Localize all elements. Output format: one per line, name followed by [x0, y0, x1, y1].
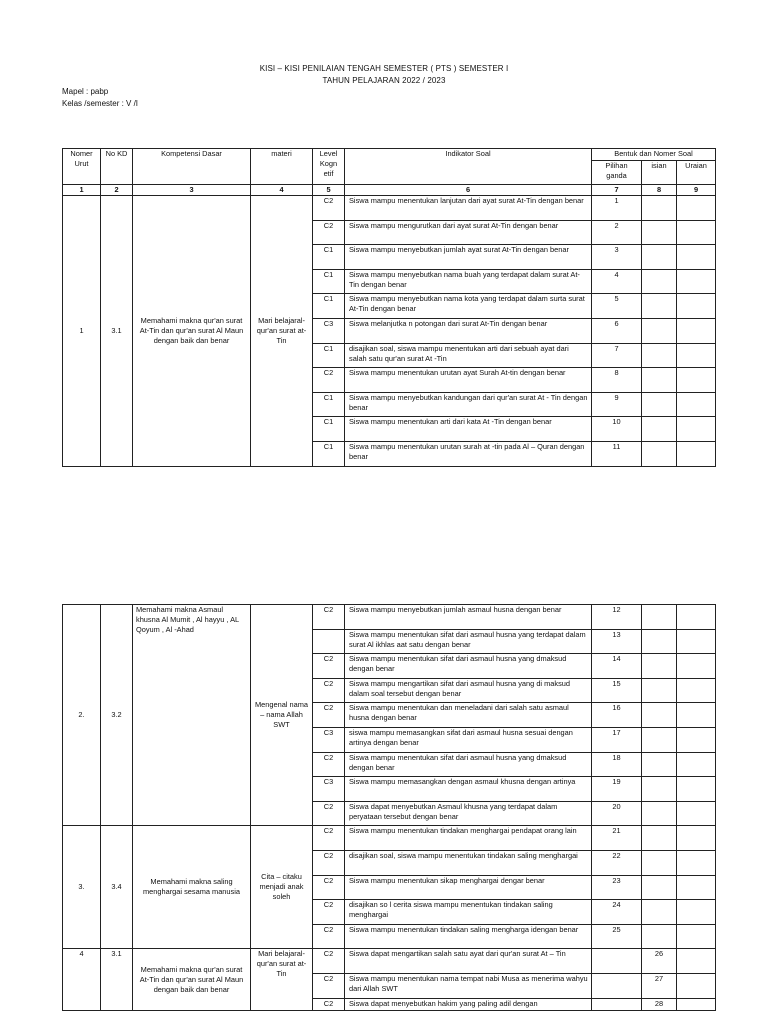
pilihan-ganda-no: 22 [592, 850, 642, 875]
uraian-no [677, 777, 716, 802]
pilihan-ganda-no: 4 [592, 269, 642, 294]
level-kognitif: C2 [313, 654, 345, 679]
indikator-soal: Siswa mampu menentukan arti dari kata At -Tin dengan benar [345, 417, 592, 442]
pilihan-ganda-no: 6 [592, 318, 642, 343]
pilihan-ganda-no: 20 [592, 801, 642, 826]
uraian-no [677, 826, 716, 851]
level-kognitif: C2 [313, 703, 345, 728]
doc-title: KISI – KISI PENILAIAN TENGAH SEMESTER ( PTS ) SEMESTER I [259, 64, 509, 73]
column-number-row [63, 185, 716, 196]
hdr-indikator: Indikator Soal [345, 149, 592, 185]
level-kognitif: C2 [313, 605, 345, 630]
pilihan-ganda-no: 2 [592, 220, 642, 245]
isian-no [642, 801, 677, 826]
kd-number: 3.2 [101, 605, 133, 826]
level-kognitif: C2 [313, 678, 345, 703]
isian-no: 28 [642, 999, 677, 1011]
uraian-no [677, 318, 716, 343]
kd-number: 3.4 [101, 826, 133, 949]
isian-no [642, 196, 677, 221]
level-kognitif: C2 [313, 900, 345, 925]
col-number: 1 [63, 185, 101, 196]
pilihan-ganda-no: 16 [592, 703, 642, 728]
indikator-soal: disajikan soal, siswa mampu menentukan arti dari sebuah ayat dari salah satu qur'an surat At -Tin [345, 343, 592, 368]
level-kognitif: C1 [313, 392, 345, 417]
pilihan-ganda-no: 9 [592, 392, 642, 417]
indikator-soal: Siswa mampu menentukan sifat dari asmaul husna yang terdapat dalam surat Al ikhlas aat satu dengan benar [345, 629, 592, 654]
isian-no [642, 777, 677, 802]
pilihan-ganda-no: 1 [592, 196, 642, 221]
kompetensi-dasar: Memahami makna Asmaul khusna Al Mumit , Al hayyu , AL Qoyum , Al -Ahad [133, 605, 251, 826]
uraian-no [677, 392, 716, 417]
isian-no [642, 294, 677, 319]
indikator-soal: Siswa mampu menentukan sifat dari asmaul husna yang dmaksud dengan benar [345, 752, 592, 777]
pilihan-ganda-no: 7 [592, 343, 642, 368]
indikator-soal: Siswa melanjutka n potongan dari surat At-Tin dengan benar [345, 318, 592, 343]
isian-no [642, 875, 677, 900]
indikator-soal: Siswa dapat mengartikan salah satu ayat dari qur'an surat At – Tin [345, 949, 592, 974]
indikator-soal: Siswa mampu menyebutkan nama buah yang terdapat dalam surat At-Tin dengan benar [345, 269, 592, 294]
indikator-soal: Siswa mampu menentukan sikap menghargai dengar benar [345, 875, 592, 900]
uraian-no [677, 368, 716, 393]
hdr-nomor-urut: Nomer Urut [63, 149, 101, 185]
level-kognitif: C2 [313, 974, 345, 999]
pilihan-ganda-no [592, 999, 642, 1011]
col-number: 4 [251, 185, 313, 196]
isian-no [642, 727, 677, 752]
row-number: 1 [63, 196, 101, 467]
indikator-soal: Siswa dapat menyebutkan hakim yang paling adil dengan [345, 999, 592, 1011]
kompetensi-dasar: Memahami makna qur'an surat At-Tin dan qur'an surat Al Maun dengan baik dan benar [133, 949, 251, 1011]
isian-no [642, 417, 677, 442]
hdr-bentuk: Bentuk dan Nomer Soal [592, 149, 716, 161]
indikator-soal: Siswa mampu menentukan urutan surah at -tin pada Al – Quran dengan benar [345, 441, 592, 466]
uraian-no [677, 850, 716, 875]
uraian-no [677, 999, 716, 1011]
kisi-table-2 [62, 604, 716, 1011]
uraian-no [677, 441, 716, 466]
indikator-soal: Siswa mampu menentukan tindakan saling mengharga idengan benar [345, 924, 592, 949]
isian-no [642, 678, 677, 703]
pilihan-ganda-no: 10 [592, 417, 642, 442]
col-number: 6 [345, 185, 592, 196]
pilihan-ganda-no [592, 974, 642, 999]
indikator-soal: Siswa mampu menentukan urutan ayat Surah At-tin dengan benar [345, 368, 592, 393]
hdr-kompetensi: Kompetensi Dasar [133, 149, 251, 185]
pilihan-ganda-no: 14 [592, 654, 642, 679]
uraian-no [677, 924, 716, 949]
materi: Mari belajaral-qur'an surat at- Tin [251, 949, 313, 1011]
row-number: 2. [63, 605, 101, 826]
indikator-soal: Siswa mampu menyebutkan kandungan dari qur'an surat At - Tin dengan benar [345, 392, 592, 417]
isian-no [642, 850, 677, 875]
uraian-no [677, 196, 716, 221]
uraian-no [677, 703, 716, 728]
level-kognitif: C2 [313, 368, 345, 393]
isian-no [642, 654, 677, 679]
col-number: 3 [133, 185, 251, 196]
uraian-no [677, 654, 716, 679]
indikator-soal: Siswa mampu mengurutkan dari ayat surat At-Tin dengan benar [345, 220, 592, 245]
level-kognitif [313, 629, 345, 654]
doc-subtitle: TAHUN PELAJARAN 2022 / 2023 [322, 76, 446, 85]
pilihan-ganda-no: 11 [592, 441, 642, 466]
indikator-soal: Siswa mampu menyebutkan jumlah ayat surat At-Tin dengan benar [345, 245, 592, 270]
indikator-soal: Siswa mampu mengartikan sifat dari asmaul husna yang di maksud dalam soal tersebut dengan benar [345, 678, 592, 703]
level-kognitif: C2 [313, 196, 345, 221]
level-kognitif: C3 [313, 777, 345, 802]
level-kognitif: C2 [313, 826, 345, 851]
uraian-no [677, 220, 716, 245]
indikator-soal: Siswa mampu menentukan dan meneladani dari salah satu asmaul husna dengan benar [345, 703, 592, 728]
level-kognitif: C3 [313, 727, 345, 752]
level-kognitif: C1 [313, 343, 345, 368]
uraian-no [677, 949, 716, 974]
uraian-no [677, 605, 716, 630]
pilihan-ganda-no: 23 [592, 875, 642, 900]
indikator-soal: disajikan soal, siswa mampu menentukan tindakan saling menghargai [345, 850, 592, 875]
pilihan-ganda-no: 25 [592, 924, 642, 949]
uraian-no [677, 974, 716, 999]
indikator-soal: Siswa mampu memasangkan dengan asmaul khusna dengan artinya [345, 777, 592, 802]
uraian-no [677, 294, 716, 319]
isian-no [642, 629, 677, 654]
isian-no [642, 924, 677, 949]
row-number: 3. [63, 826, 101, 949]
isian-no [642, 392, 677, 417]
level-kognitif: C2 [313, 801, 345, 826]
col-number: 2 [101, 185, 133, 196]
indikator-soal: siswa mampu memasangkan sifat dari asmaul husna sesuai dengan artinya dengan benar [345, 727, 592, 752]
pilihan-ganda-no: 5 [592, 294, 642, 319]
uraian-no [677, 801, 716, 826]
level-kognitif: C1 [313, 269, 345, 294]
pilihan-ganda-no: 13 [592, 629, 642, 654]
pilihan-ganda-no: 8 [592, 368, 642, 393]
col-number: 5 [313, 185, 345, 196]
level-kognitif: C2 [313, 949, 345, 974]
isian-no: 26 [642, 949, 677, 974]
pilihan-ganda-no: 3 [592, 245, 642, 270]
uraian-no [677, 875, 716, 900]
level-kognitif: C2 [313, 924, 345, 949]
col-number: 8 [642, 185, 677, 196]
table-row [63, 949, 716, 974]
table-row [63, 826, 716, 851]
level-kognitif: C2 [313, 999, 345, 1011]
uraian-no [677, 269, 716, 294]
level-kognitif: C2 [313, 752, 345, 777]
col-number: 9 [677, 185, 716, 196]
isian-no [642, 368, 677, 393]
indikator-soal: Siswa mampu menentukan tindakan menghargai pendapat orang lain [345, 826, 592, 851]
indikator-soal: disajikan so l cerita siswa mampu menentukan tindakan saling menghargai [345, 900, 592, 925]
hdr-no-kd: No KD [101, 149, 133, 185]
pilihan-ganda-no: 12 [592, 605, 642, 630]
level-kognitif: C2 [313, 220, 345, 245]
indikator-soal: Siswa dapat menyebutkan Asmaul khusna yang terdapat dalam peryataan tersebut dengan benar [345, 801, 592, 826]
indikator-soal: Siswa mampu menentukan sifat dari asmaul husna yang dmaksud dengan benar [345, 654, 592, 679]
level-kognitif: C1 [313, 294, 345, 319]
uraian-no [677, 417, 716, 442]
isian-no [642, 441, 677, 466]
kelas-label: Kelas /semester : V /I [62, 99, 139, 108]
hdr-materi: materi [251, 149, 313, 185]
kompetensi-dasar: Memahami makna qur'an surat At-Tin dan qur'an surat Al Maun dengan baik dan benar [133, 196, 251, 467]
indikator-soal: Siswa mampu menyebutkan jumlah asmaul husna dengan benar [345, 605, 592, 630]
isian-no [642, 605, 677, 630]
materi: Mengenal nama – nama Allah SWT [251, 605, 313, 826]
uraian-no [677, 343, 716, 368]
indikator-soal: Siswa mampu menentukan lanjutan dari ayat surat At-Tin dengan benar [345, 196, 592, 221]
indikator-soal: Siswa mampu menyebutkan nama kota yang terdapat dalam surta surat At-Tin dengan benar [345, 294, 592, 319]
col-number: 7 [592, 185, 642, 196]
isian-no [642, 703, 677, 728]
hdr-level: Level Kogn etif [313, 149, 345, 185]
uraian-no [677, 245, 716, 270]
kompetensi-dasar: Memahami makna saling menghargai sesama manusia [133, 826, 251, 949]
pilihan-ganda-no: 24 [592, 900, 642, 925]
mapel-label: Mapel : pabp [62, 87, 109, 96]
pilihan-ganda-no: 19 [592, 777, 642, 802]
uraian-no [677, 727, 716, 752]
isian-no [642, 220, 677, 245]
level-kognitif: C2 [313, 875, 345, 900]
level-kognitif: C1 [313, 441, 345, 466]
hdr-isian: isian [642, 161, 677, 185]
uraian-no [677, 678, 716, 703]
pilihan-ganda-no [592, 949, 642, 974]
kd-number: 3.1 [101, 949, 133, 1011]
uraian-no [677, 900, 716, 925]
isian-no: 27 [642, 974, 677, 999]
pilihan-ganda-no: 15 [592, 678, 642, 703]
isian-no [642, 269, 677, 294]
isian-no [642, 900, 677, 925]
pilihan-ganda-no: 18 [592, 752, 642, 777]
hdr-uraian: Uraian [677, 161, 716, 185]
kisi-table-1 [62, 148, 716, 467]
isian-no [642, 318, 677, 343]
isian-no [642, 752, 677, 777]
level-kognitif: C1 [313, 417, 345, 442]
table-row [63, 196, 716, 221]
materi: Cita – citaku menjadi anak soleh [251, 826, 313, 949]
hdr-pilihan: Pilihan ganda [592, 161, 642, 185]
table-row [63, 605, 716, 630]
isian-no [642, 245, 677, 270]
pilihan-ganda-no: 21 [592, 826, 642, 851]
level-kognitif: C3 [313, 318, 345, 343]
indikator-soal: Siswa mampu menentukan nama tempat nabi Musa as menerima wahyu dari Allah SWT [345, 974, 592, 999]
isian-no [642, 343, 677, 368]
isian-no [642, 826, 677, 851]
kd-number: 3.1 [101, 196, 133, 467]
uraian-no [677, 752, 716, 777]
uraian-no [677, 629, 716, 654]
materi: Mari belajaral-qur'an surat at- Tin [251, 196, 313, 467]
row-number: 4 [63, 949, 101, 1011]
level-kognitif: C2 [313, 850, 345, 875]
level-kognitif: C1 [313, 245, 345, 270]
pilihan-ganda-no: 17 [592, 727, 642, 752]
